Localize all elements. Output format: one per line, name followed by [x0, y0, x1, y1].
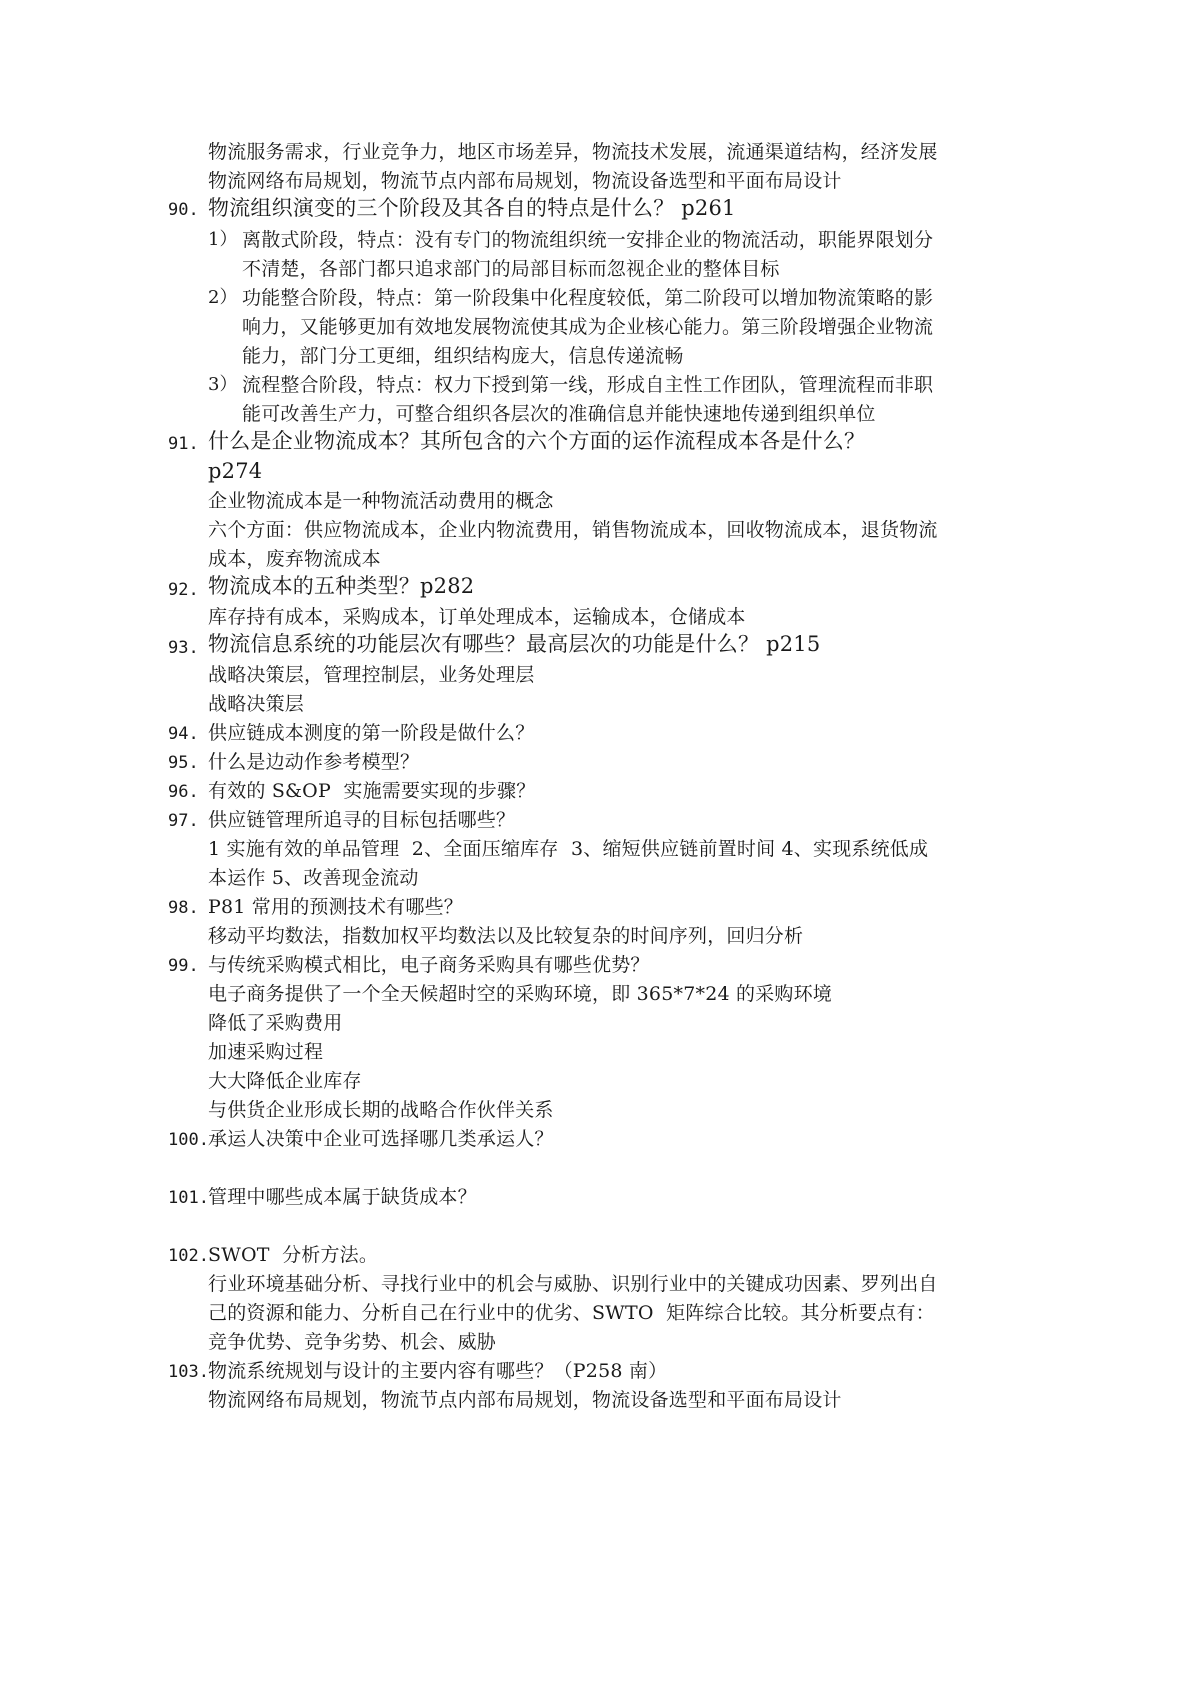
- question-number: 91.: [168, 434, 199, 454]
- question-number: 102.: [168, 1246, 209, 1266]
- answer-line: 1 实施有效的单品管理 2、全面压缩库存 3、缩短供应链前置时间 4、实现系统低成: [208, 838, 929, 860]
- question-title: 供应链成本测度的第一阶段是做什么？: [208, 722, 535, 744]
- question-title: 物流组织演变的三个阶段及其各自的特点是什么？ p261: [208, 196, 736, 220]
- question-title: p274: [208, 459, 263, 483]
- question-title: 管理中哪些成本属于缺货成本？: [208, 1186, 477, 1208]
- question-number: 98.: [168, 898, 199, 918]
- question-title: 与传统采购模式相比，电子商务采购具有哪些优势？: [208, 954, 650, 976]
- question-number: 101.: [168, 1188, 209, 1208]
- list-marker: 3）: [208, 374, 238, 395]
- answer-line: 成本，废弃物流成本: [208, 548, 381, 570]
- list-item-line: 流程整合阶段，特点：权力下授到第一线，形成自主性工作团队，管理流程而非职: [242, 374, 934, 396]
- answer-line: 库存持有成本，采购成本，订单处理成本，运输成本，仓储成本: [208, 606, 746, 628]
- answer-line: 加速采购过程: [208, 1041, 324, 1063]
- list-item-line: 功能整合阶段，特点：第一阶段集中化程度较低，第二阶段可以增加物流策略的影: [242, 287, 934, 309]
- answer-line: 六个方面：供应物流成本，企业内物流费用，销售物流成本，回收物流成本，退货物流: [208, 519, 938, 541]
- list-item-line: 能力，部门分工更细，组织结构庞大，信息传递流畅: [242, 345, 684, 367]
- list-marker: 2）: [208, 287, 238, 308]
- question-title: 承运人决策中企业可选择哪几类承运人？: [208, 1128, 554, 1150]
- answer-line: 移动平均数法，指数加权平均数法以及比较复杂的时间序列，回归分析: [208, 925, 804, 947]
- answer-line: 降低了采购费用: [208, 1012, 343, 1034]
- list-marker: 1）: [208, 229, 238, 250]
- question-number: 96.: [168, 782, 199, 802]
- paragraph-line: 物流服务需求，行业竞争力，地区市场差异，物流技术发展，流通渠道结构，经济发展: [208, 141, 938, 163]
- question-number: 100.: [168, 1130, 209, 1150]
- question-number: 97.: [168, 811, 199, 831]
- question-title: 供应链管理所追寻的目标包括哪些？: [208, 809, 516, 831]
- question-number: 103.: [168, 1362, 209, 1382]
- answer-line: 本运作 5、改善现金流动: [208, 867, 419, 889]
- question-title: SWOT 分析方法。: [208, 1244, 379, 1266]
- question-title: P81 常用的预测技术有哪些？: [208, 896, 464, 918]
- question-number: 93.: [168, 638, 199, 658]
- answer-line: 行业环境基础分析、寻找行业中的机会与威胁、识别行业中的关键成功因素、罗列出自: [208, 1273, 938, 1295]
- question-title: 什么是企业物流成本？其所包含的六个方面的运作流程成本各是什么？: [208, 429, 866, 453]
- paragraph-line: 物流网络布局规划，物流节点内部布局规划，物流设备选型和平面布局设计: [208, 170, 842, 192]
- question-number: 94.: [168, 724, 199, 744]
- question-number: 92.: [168, 580, 199, 600]
- question-title: 什么是边动作参考模型？: [208, 751, 420, 773]
- list-item-line: 响力，又能够更加有效地发展物流使其成为企业核心能力。第三阶段增强企业物流: [242, 316, 934, 338]
- list-item-line: 不清楚，各部门都只追求部门的局部目标而忽视企业的整体目标: [242, 258, 780, 280]
- answer-line: 大大降低企业库存: [208, 1070, 362, 1092]
- answer-line: 战略决策层，管理控制层，业务处理层: [208, 664, 535, 686]
- answer-line: 己的资源和能力、分析自己在行业中的优劣、SWTO 矩阵综合比较。其分析要点有：: [208, 1302, 935, 1324]
- question-title: 物流成本的五种类型？p282: [208, 574, 475, 598]
- list-item-line: 离散式阶段，特点：没有专门的物流组织统一安排企业的物流活动，职能界限划分: [242, 229, 934, 251]
- answer-line: 电子商务提供了一个全天候超时空的采购环境，即 365*7*24 的采购环境: [208, 983, 833, 1005]
- answer-line: 企业物流成本是一种物流活动费用的概念: [208, 490, 554, 512]
- question-number: 90.: [168, 200, 199, 220]
- answer-line: 竞争优势、竞争劣势、机会、威胁: [208, 1331, 497, 1353]
- question-title: 有效的 S&OP 实施需要实现的步骤？: [208, 780, 536, 802]
- question-title: 物流系统规划与设计的主要内容有哪些？（P258 南）: [208, 1360, 668, 1382]
- answer-line: 战略决策层: [208, 693, 305, 715]
- question-number: 95.: [168, 753, 199, 773]
- answer-line: 物流网络布局规划，物流节点内部布局规划，物流设备选型和平面布局设计: [208, 1389, 842, 1411]
- answer-line: 与供货企业形成长期的战略合作伙伴关系: [208, 1099, 554, 1121]
- question-number: 99.: [168, 956, 199, 976]
- list-item-line: 能可改善生产力，可整合组织各层次的准确信息并能快速地传递到组织单位: [242, 403, 876, 425]
- question-title: 物流信息系统的功能层次有哪些？最高层次的功能是什么？ p215: [208, 632, 821, 656]
